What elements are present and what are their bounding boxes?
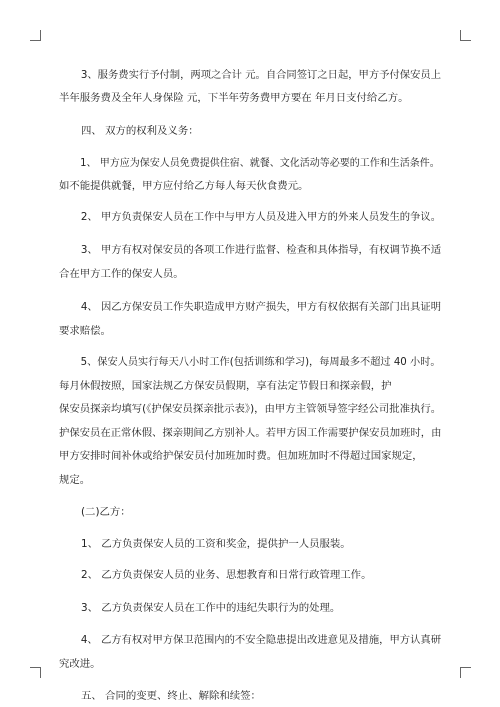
text-line: 要求赔偿。 [59, 325, 111, 337]
text-line: 3、服务费实行予付制，两项之合计 元。自合同签订之日起，甲方予付保安员上 [80, 69, 442, 81]
section-heading: 五、 合同的变更、终止、解除和续签： [81, 690, 261, 702]
text-line: 规定。 [59, 474, 91, 486]
text-line: 甲方安排时间补休或给护保安员付加班加时费。但加班加时不得超过国家规定， [59, 450, 423, 462]
text-line: 护保安员在正常休假、探亲期间乙方别补人。若甲方因工作需要护保安员加班时，由 [59, 427, 442, 439]
text-line: 2、 乙方负责保安人员的业务、思想教育和日常行政管理工作。 [81, 569, 372, 581]
text-line: 究改进。 [59, 658, 101, 670]
text-line: 1、 乙方负责保安人员的工资和奖金，提供护一人员服装。 [81, 538, 351, 550]
text-line: 4、 因乙方保安员工作失职造成甲方财产损失，甲方有权依据有关部门出具证明 [80, 301, 442, 313]
text-line: 2、 甲方负责保安人员在工作中与甲方人员及进入甲方的外来人员发生的争议。 [80, 211, 442, 223]
crop-mark-bottom-right [460, 667, 471, 678]
text-line: 保安员探亲均填写(《护保安员探亲批示表》)，由甲方主管领导签字经公司批准执行。 [59, 403, 442, 415]
text-line: 5、保安人员实行每天八小时工作(包括训练和学习)，每周最多不超过 40 小时。 [80, 356, 441, 368]
text-line: 半年服务费及全年人身保险 元，下半年劳务费甲方要在 年月日支付给乙方。 [59, 92, 409, 104]
text-line: 4、 乙方有权对甲方保卫范围内的不安全隐患提出改进意见及措施，甲方认真研 [80, 634, 442, 646]
text-line: 合在甲方工作的保安人员。 [59, 268, 184, 280]
section-heading: (二)乙方： [81, 506, 131, 518]
text-line: 3、 甲方有权对保安员的各项工作进行监督、检查和具体指导，有权调节换不适 [80, 244, 442, 256]
text-line: 每月休假按照，国家法规乙方保安员假期，享有法定节假日和探亲假，护 [59, 380, 392, 392]
section-heading: 四、 双方的权利及义务： [81, 125, 199, 137]
text-line: 1、 甲方应为保安人员免费提供住宿、就餐、文化活动等必要的工作和生活条件。 [80, 157, 440, 169]
text-line: 3、 乙方负责保安人员在工作中的违纪失职行为的处理。 [81, 602, 341, 614]
crop-mark-bottom-left [30, 667, 41, 678]
crop-mark-top-right [460, 30, 471, 41]
crop-mark-top-left [30, 30, 41, 41]
text-line: 如不能提供就餐，甲方应付给乙方每人每天伙食费元。 [59, 180, 309, 192]
